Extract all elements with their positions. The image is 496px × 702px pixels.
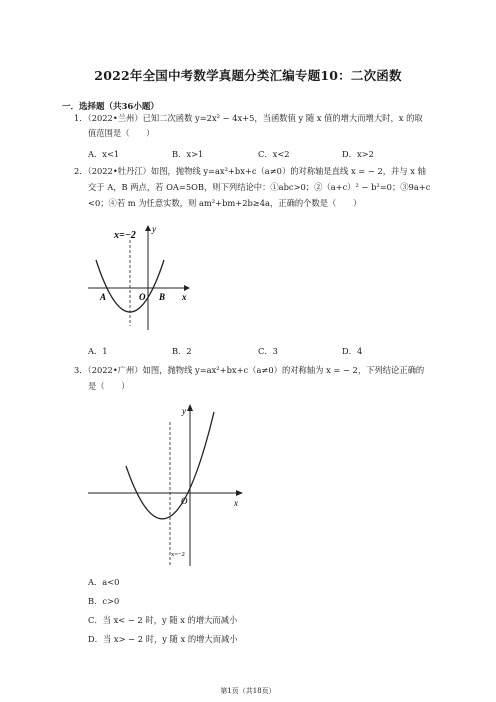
q3-y-arrow-icon	[187, 404, 193, 411]
q3-x-label: x	[234, 498, 238, 508]
q1-stem-line1: 1．（2022•兰州）已知二次函数 y=2x² − 4x+5，当函数值 y 随 x 值的增大而增大时，x 的取	[74, 113, 423, 123]
page-title: 2022年全国中考数学真题分类汇编专题10：二次函数	[94, 68, 402, 83]
q2-point-a: A	[100, 292, 107, 302]
q2-option-b: B．2	[172, 346, 192, 356]
q3-y-label: y	[182, 406, 186, 416]
q3-stem-line2: 是（ ）	[88, 381, 130, 391]
q2-option-a: A．1	[88, 346, 108, 356]
q3-option-b: B．c>0	[88, 596, 120, 606]
q2-y-arrow-icon	[145, 225, 151, 231]
q2-option-c: C．3	[258, 346, 278, 356]
q2-x-arrow-icon	[184, 285, 190, 291]
q1-option-d: D．x>2	[342, 149, 374, 159]
section-heading: 一．选择题（共36小题）	[62, 102, 159, 112]
q2-x-label: x	[182, 292, 187, 302]
q1-option-c: C．x<2	[258, 149, 290, 159]
q2-y-label: y	[152, 224, 156, 234]
q2-option-d: D．4	[342, 346, 363, 356]
q3-axis-label: x=−2	[171, 551, 185, 558]
q2-point-o: O	[139, 292, 146, 302]
q1-option-a: A．x<1	[88, 149, 120, 159]
q3-option-d: D．当 x> − 2 时，y 随 x 的增大而减小	[88, 634, 238, 644]
q3-stem-line1: 3．（2022•广州）如图，抛物线 y=ax²+bx+c（a≠0）的对称轴为 x = − 2，下列结论正确的	[74, 365, 425, 375]
q3-option-c: C．当 x< − 2 时，y 随 x 的增大而减小	[88, 615, 238, 625]
q1-stem-line2: 值范围是（ ）	[88, 128, 155, 138]
q2-parabola-figure	[84, 222, 194, 332]
page-footer: 第1页（共18页）	[220, 687, 276, 695]
q1-option-b: B．x>1	[172, 149, 204, 159]
q3-option-a: A．a<0	[88, 577, 120, 587]
q3-parabola-figure	[86, 400, 246, 568]
q2-stem-line2: 交于 A，B 两点，若 OA=5OB，则下列结论中：①abc>0；②（a+c）² − b²=0；③9a+c	[88, 182, 431, 192]
q2-point-b: B	[159, 292, 166, 302]
q3-point-o: O	[181, 496, 188, 506]
q3-x-arrow-icon	[236, 490, 243, 496]
q2-stem-line1: 2．（2022•牡丹江）如图，抛物线 y=ax²+bx+c（a≠0）的对称轴是直线 x = − 2，并与 x 轴	[74, 166, 426, 176]
q2-stem-line3: <0；④若 m 为任意实数，则 am²+bm+2b≥4a，正确的个数是（ ）	[88, 198, 362, 208]
q2-axis-label: x=−2	[114, 230, 136, 241]
